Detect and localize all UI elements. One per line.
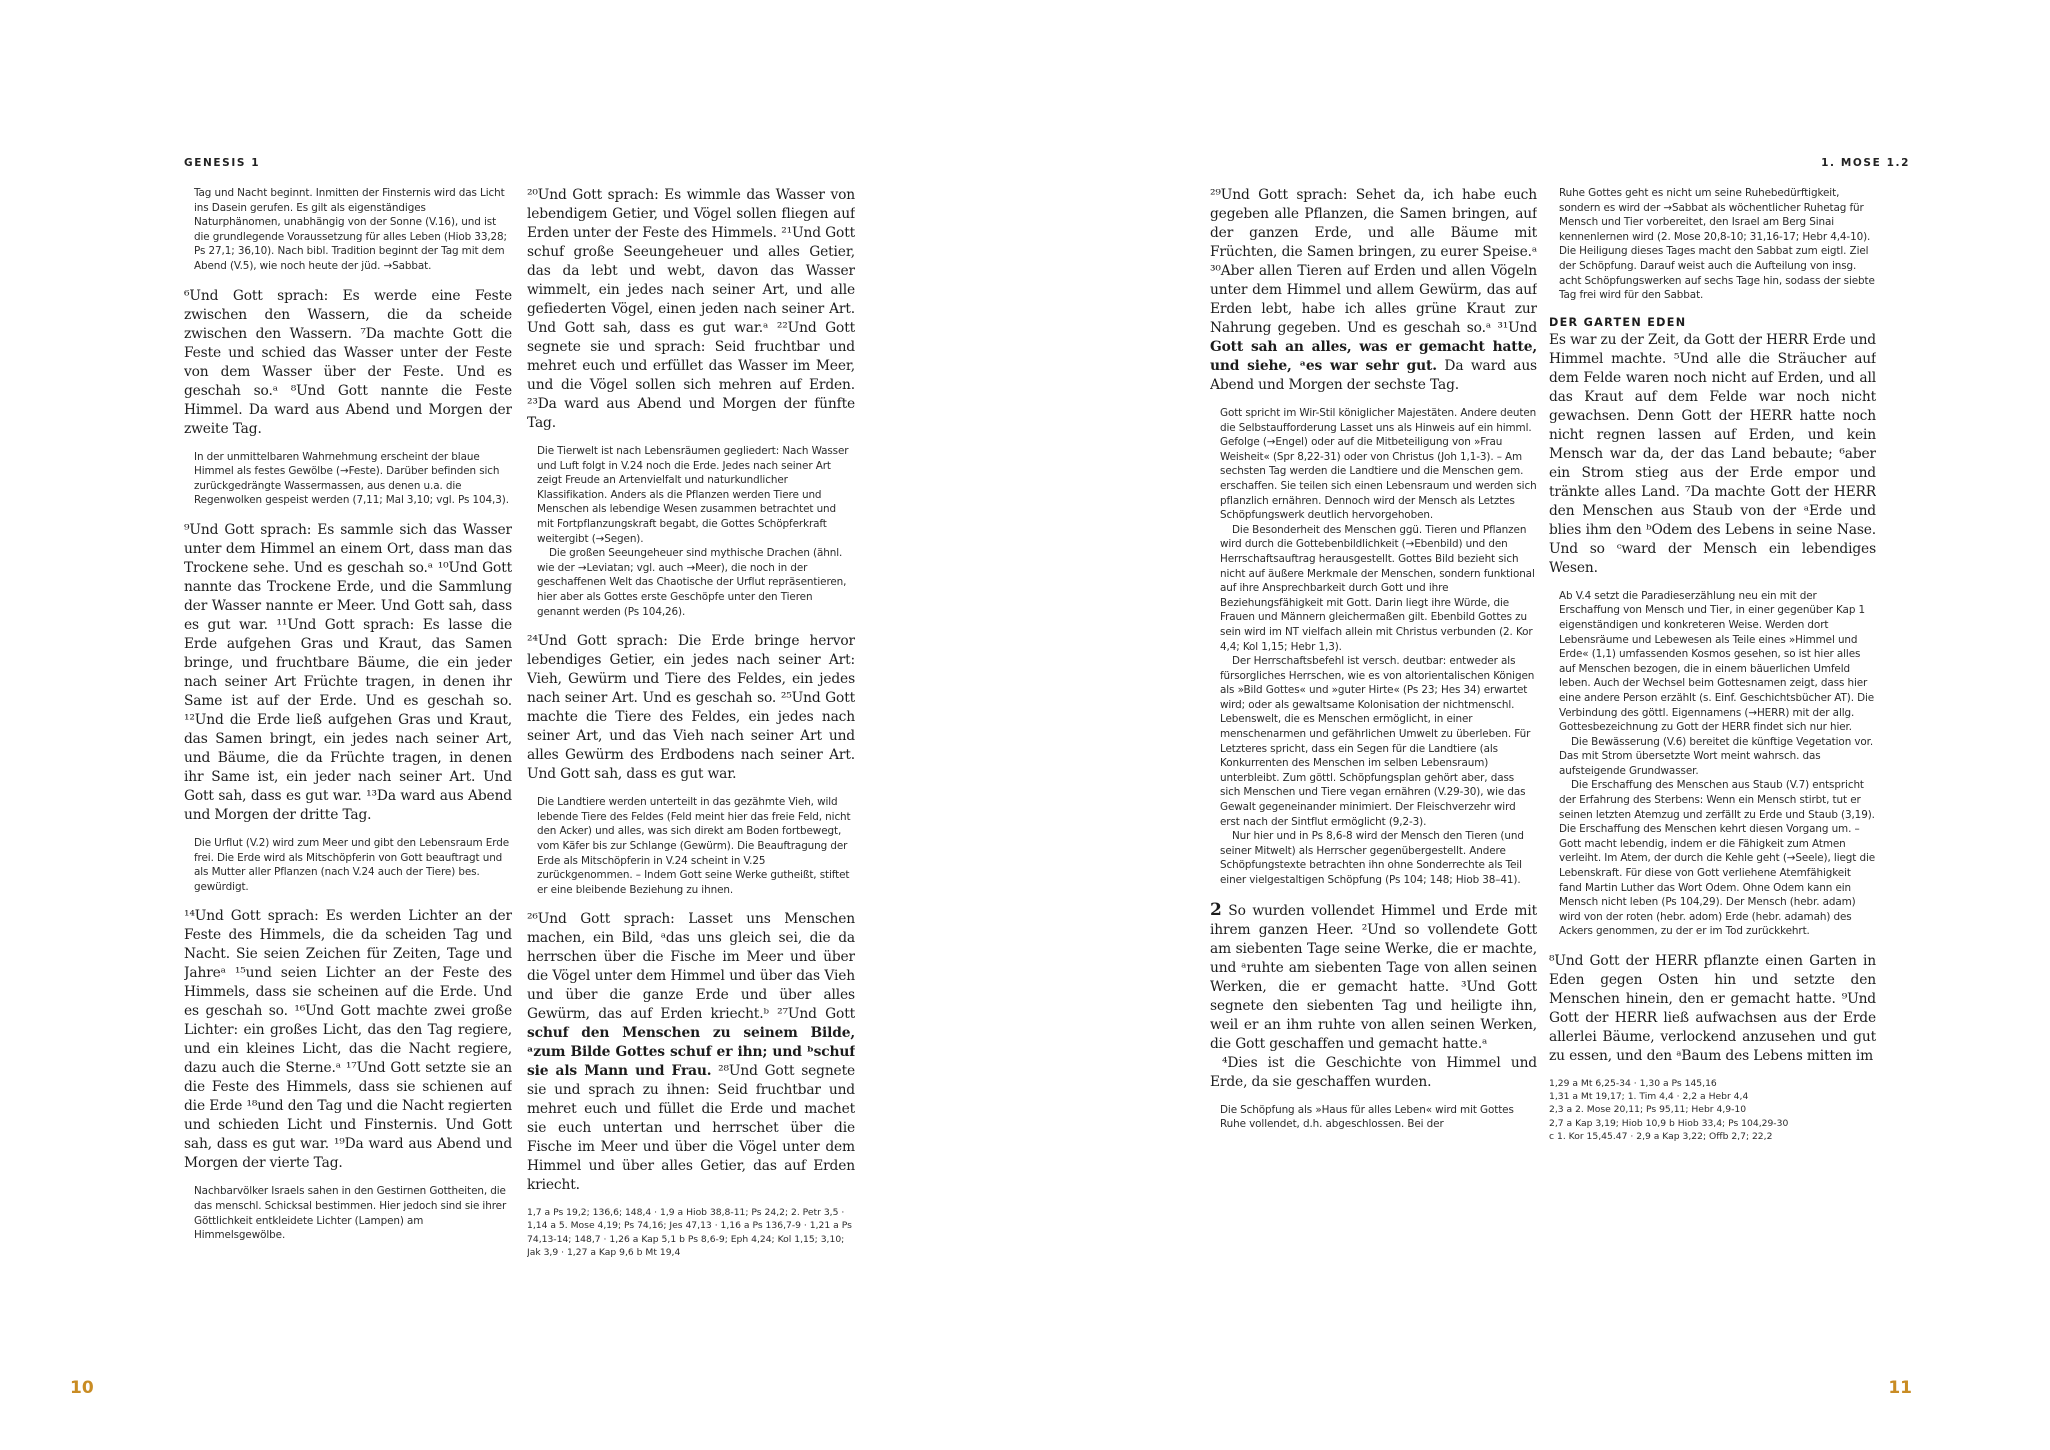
commentary-paragraph: Der Herrschaftsbefehl ist versch. deutbar: entweder als fürsorgliches Herrschen, wie es von altorientalischen Königen als »Bild Gottes« und »guter Hirte« (Ps 23; Hes 34) erwartet wird; oder als gewaltsame Kolonisation der nichtmenschl. Lebenswelt, die es Menschen ermöglicht, in einer menschenarmen und gefährlichen Umwelt zu überleben. Für Letzteres spricht, dass ein Segen für die Landtiere (als Konkurrenten des Menschen im selben Lebensraum) unterbleibt. Zum göttl. Schöpfungsplan gehört aber, dass sich Menschen und Tiere vegan ernähren (V.29-30), wie das Gewalt gegeneinander minimiert. Der Fleischverzehr wird erst nach der Sintflut ermöglicht (9,2-3). — [1220, 655, 1535, 828]
commentary-note: Ruhe Gottes geht es nicht um seine Ruhebedürftigkeit, sondern es wird der →Sabbat als wöchentlicher Ruhetag für Mensch und Tier vorbereitet, den Israel am Berg Sinai kennenlernen wird (2. Mose 20,8-10; 31,16-17; Hebr 4,4-10). Die Heiligung dieses Tages macht den Sabbat zum eigtl. Ziel der Schöpfung. Darauf weist auch die Aufteilung von insg. acht Schöpfungswerken auf sechs Tage hin, sodass der siebte Tag frei wird für den Sabbat. — [1559, 187, 1875, 302]
commentary-paragraph: Die Besonderheit des Menschen ggü. Tieren und Pflanzen wird durch die Gottebenbildlichkeit (→Ebenbild) und den Herrschaftsauftrag herausgestellt. Gottes Bild bezieht sich nicht auf äußere Merkmale der Menschen, sondern funktional auf ihre Ansprechbarkeit durch Gott und ihre Beziehungsfähigkeit mit Gott. Darin liegt ihre Würde, die Frauen und Männern gleichermaßen gilt. Ebenbild Gottes zu sein wird im NT vielfach allein mit Christus verbunden (2. Kor 4,4; Kol 1,15; Hebr 1,3). — [1220, 523, 1535, 653]
bible-passage: ⁶Und Gott sprach: Es werde eine Feste zwischen den Wassern, die da scheide zwischen den Wassern. ⁷Da machte Gott die Feste und schied das Wasser unter der Feste von dem Wasser über der Feste. Und es geschah so.ᵃ ⁸Und Gott nannte die Feste Himmel. Da ward aus Abend und Morgen der zweite Tag. — [184, 287, 512, 437]
commentary-note: In der unmittelbaren Wahrnehmung erscheint der blaue Himmel als festes Gewölbe (→Feste). Darüber befinden sich zurückgedrängte Wassermassen, aus denen u.a. die Regenwolken gespeist werden (7,11; Mal 3,10; vgl. Ps 104,3). — [194, 450, 509, 507]
bible-passage: Es war zu der Zeit, da Gott der HERR Erde und Himmel machte. ⁵Und alle die Sträucher auf dem Felde waren noch nicht auf Erden, und all das Kraut auf dem Felde war noch nicht gewachsen. Denn Gott der HERR hatte noch nicht regnen lassen auf Erden, und kein Mensch war da, der das Land bebaute; ⁶aber ein Strom stieg aus der Erde empor und tränkte alles Land. ⁷Da machte Gott der HERR den Menschen aus Staub von der ᵃErde und blies ihm den ᵇOdem des Lebens in seine Nase. Und so ᶜward der Mensch ein lebendiges Wesen. — [1549, 331, 1876, 576]
verse-text: ²⁶Und Gott sprach: Lasset uns Menschen machen, ein Bild, ᵃdas uns gleich sei, die da herrschen über die Fische im Meer und über die Vögel unter dem Himmel und über das Vieh und über die ganze Erde und über alles Gewürm, das auf Erden kriecht.ᵇ ²⁷Und Gott — [527, 911, 855, 1023]
bible-passage: ⁴Dies ist die Geschichte von Himmel und Erde, da sie geschaffen wurden. — [1210, 1054, 1537, 1090]
bible-passage: ⁹Und Gott sprach: Es sammle sich das Wasser unter dem Himmel an einem Ort, dass man das Trockene sehe. Und es geschah so.ᵃ ¹⁰Und Gott nannte das Trockene Erde, und die Sammlung der Wasser nannte er Meer. Und Gott sah, dass es gut war. ¹¹Und Gott sprach: Es lasse die Erde aufgehen Gras und Kraut, das Samen bringe, und fruchtbare Bäume, die ein jeder nach seiner Art Früchte tragen, in denen ihr Same ist auf der Erde. Und es geschah so. ¹²Und die Erde ließ aufgehen Gras und Kraut, das Samen bringt, ein jedes nach seiner Art, und Bäume, die da Früchte tragen, in denen ihr Same ist, ein jeder nach seiner Art. Und Gott sah, dass es gut war. ¹³Da ward aus Abend und Morgen der dritte Tag. — [184, 521, 512, 823]
cross-references — [1549, 1077, 1876, 1143]
right-page — [1025, 0, 2050, 1450]
right-page-column-2 — [1549, 186, 1876, 1306]
running-head-right: 1. MOSE 1.2 — [1821, 157, 1910, 169]
chapter-number: 2 — [1210, 899, 1222, 920]
commentary-paragraph: Die großen Seeungeheuer sind mythische Drachen (ähnl. wie der →Leviatan; vgl. auch →Meer), die noch in der geschaffenen Welt das Chaotische der Urflut repräsentieren, hier aber als Gottes erste Geschöpfe unter den Tieren genannt werden (Ps 104,26). — [537, 547, 847, 618]
commentary-note: Die Landtiere werden unterteilt in das gezähmte Vieh, wild lebende Tiere des Feldes (Feld meint hier das freie Feld, nicht den Acker) und alles, was sich direkt am Boden fortbewegt, vom Käfer bis zur Schlange (Gewürm). Die Beauftragung der Erde als Mitschöpferin in V.24 scheint in V.25 zurückgenommen. – Indem Gott seine Werke gutheißt, stiftet er eine bleibende Beziehung zu ihnen. — [537, 796, 851, 896]
right-page-column-1 — [1210, 186, 1537, 1306]
commentary-paragraph: Die Bewässerung (V.6) bereitet die künftige Vegetation vor. Das mit Strom übersetzte Wort meint wahrsch. das aufsteigende Grundwasser. — [1559, 735, 1874, 777]
emphasized-verse: Gott sah an alles, was er gemacht hatte, und siehe, ᵃes war sehr gut. — [1210, 339, 1537, 374]
cross-reference-line: 1,29 a Mt 6,25-34 · 1,30 a Ps 145,16 — [1549, 1078, 1717, 1089]
commentary-note: Tag und Nacht beginnt. Inmitten der Finsternis wird das Licht ins Dasein gerufen. Es gilt als eigenständiges Naturphänomen, unabhängig von der Sonne (V.16), und ist die grundlegende Voraussetzung für alles Leben (Hiob 33,28; Ps 27,1; 36,10). Nach bibl. Tradition beginnt der Tag mit dem Abend (V.5), wie noch heute der jüd. →Sabbat. — [194, 187, 507, 272]
cross-reference-line: c 1. Kor 15,45.47 · 2,9 a Kap 3,22; Offb 2,7; 22,2 — [1549, 1130, 1773, 1142]
commentary-note — [1220, 406, 1537, 888]
left-page-column-1 — [184, 186, 512, 1306]
commentary-note — [537, 444, 855, 619]
commentary-paragraph: Gott spricht im Wir-Stil königlicher Majestäten. Andere deuten die Selbstaufforderung Lasset uns als Hinweis auf ein himml. Gefolge (→Engel) oder auf die Mitbeteiligung von »Frau Weisheit« (Spr 8,22-31) oder von Christus (Joh 1,1-3). – Am sechsten Tag werden die Landtiere und die Menschen gem. erschaffen. Sie teilen sich einen Lebensraum und werden sich pflanzlich ernähren. Dennoch wird der Mensch als Letztes Schöpfungswerk deutlich hervorgehoben. — [1220, 407, 1537, 522]
verse-text: ²⁸Und Gott segnete sie und sprach zu ihnen: Seid fruchtbar und mehret euch und füllet die Erde und machet sie euch untertan und herrschet über die Fische im Meer und über die Vögel unter dem Himmel und über alles Getier, das auf Erden kriecht. — [527, 1063, 855, 1194]
commentary-note — [1559, 589, 1876, 939]
bible-passage: ¹⁴Und Gott sprach: Es werden Lichter an der Feste des Himmels, die da scheiden Tag und Nacht. Sie seien Zeichen für Zeiten, Tage und Jahreᵃ ¹⁵und seien Lichter an der Feste des Himmels, dass sie scheinen auf die Erde. Und es geschah so. ¹⁶Und Gott machte zwei große Lichter: ein großes Licht, das den Tag regiere, und ein kleines Licht, das die Nacht regiere, dazu auch die Sterne.ᵃ ¹⁷Und Gott setzte sie an die Feste des Himmels, dass sie schienen auf die Erde ¹⁸und den Tag und die Nacht regierten und schieden Licht und Finsternis. Und Gott sah, dass es gut war. ¹⁹Da ward aus Abend und Morgen der vierte Tag. — [184, 908, 512, 1172]
commentary-paragraph: Ab V.4 setzt die Paradieserzählung neu ein mit der Erschaffung von Mensch und Tier, in einer gegenüber Kap 1 eigenständigen und konkreteren Weise. Werden dort Lebensräume und Lebewesen als Teile eines »Himmel und Erde« (1,1) umfassenden Kosmos gesehen, so ist hier alles auf Menschen bezogen, die in einem bäuerlichen Umfeld leben. Auch der Wechsel beim Gottesnamen zeigt, dass hier eine andere Person erzählt (s. Einf. Geschichtsbücher AT). Die Verbindung des göttl. Eigennamens (→HERR) mit der allg. Gottesbezeichnung zu Gott der HERR findet sich nur hier. — [1559, 589, 1875, 734]
bible-passage: ⁸Und Gott der HERR pflanzte einen Garten in Eden gegen Osten hin und setzte den Menschen hinein, den er gemacht hatte. ⁹Und Gott der HERR ließ aufwachsen aus der Erde allerlei Bäume, verlockend anzusehen und gut zu essen, und den ᵃBaum des Lebens mitten im — [1549, 953, 1876, 1064]
cross-reference-line: 2,7 a Kap 3,19; Hiob 10,9 b Hiob 33,4; Ps 104,29-30 — [1549, 1117, 1789, 1129]
cross-reference-line: 1,31 a Mt 19,17; 1. Tim 4,4 · 2,2 a Hebr 4,4 — [1549, 1091, 1749, 1103]
commentary-paragraph: Die Tierwelt ist nach Lebensräumen gegliedert: Nach Wasser und Luft folgt in V.24 noch die Erde. Jedes nach seiner Art zeigt Freude an Artenvielfalt und naturkundlicher Klassifikation. Anders als die Pflanzen werden Tiere und Menschen als lebendige Wesen zusammen betrachtet und mit Fortpflanzungskraft begabt, die Gottes Schöpferkraft weitergibt (→Segen). — [537, 445, 849, 545]
section-heading: DER GARTEN EDEN — [1549, 315, 1687, 329]
verse-text: So wurden vollendet Himmel und Erde mit ihrem ganzen Heer. ²Und so vollendete Gott am siebenten Tage seine Werke, die er machte, und ᵃruhte am siebenten Tage von allen seinen Werken, die er gemacht hatte. ³Und Gott segnete den siebenten Tag und heiligte ihn, weil er an ihm ruhte von allen seinen Werken, die Gott geschaffen und gemacht hatte.ᵃ — [1210, 902, 1537, 1052]
commentary-note: Nachbarvölker Israels sahen in den Gestirnen Gottheiten, die das menschl. Schicksal bestimmen. Hier jedoch sind sie ihrer Göttlichkeit entkleidete Lichter (Lampen) am Himmelsgewölbe. — [194, 1185, 507, 1242]
bible-passage: ²⁰Und Gott sprach: Es wimmle das Wasser von lebendigem Getier, und Vögel sollen fliegen auf Erden unter der Feste des Himmels. ²¹Und Gott schuf große Seeungeheuer und alles Getier, das da lebt und webt, davon das Wasser wimmelt, ein jedes nach seiner Art, und alle gefiederten Vögel, einen jeden nach seiner Art. Und Gott sah, dass es gut war.ᵃ ²²Und Gott segnete sie und sprach: Seid fruchtbar und mehret euch und erfüllet das Wasser im Meer, und die Vögel sollen sich mehren auf Erden. ²³Da ward aus Abend und Morgen der fünfte Tag. — [527, 187, 855, 431]
page-number-right: 11 — [1888, 1378, 1912, 1398]
commentary-note: Die Urflut (V.2) wird zum Meer und gibt den Lebensraum Erde frei. Die Erde wird als Mitschöpferin von Gott beauftragt und als Mutter aller Pflanzen (nach V.24 auch der Tiere) bes. gewürdigt. — [194, 836, 510, 893]
cross-references: 1,7 a Ps 19,2; 136,6; 148,4 · 1,9 a Hiob 38,8-11; Ps 24,2; 2. Petr 3,5 · 1,14 a 5. Mose 4,19; Ps 74,16; Jes 47,13 · 1,16 a Ps 136,7-9 · 1,21 a Ps 74,13-14; 148,7 · 1,26 a Kap 5,1 b Ps 8,6-9; Eph 4,24; Kol 1,15; 3,10; Jak 3,9 · 1,27 a Kap 9,6 b Mt 19,4 — [527, 1207, 852, 1258]
cross-reference-line: 2,3 a 2. Mose 20,11; Ps 95,11; Hebr 4,9-10 — [1549, 1104, 1747, 1116]
chapter-start — [1210, 901, 1537, 1054]
page-number-left: 10 — [70, 1378, 94, 1398]
left-page-column-2 — [527, 186, 855, 1306]
verse-text: Da ward aus Abend und Morgen der sechste Tag. — [1210, 358, 1537, 393]
emphasized-verse: schuf den Menschen zu seinem Bilde, ᵃzum Bilde Gottes schuf er ihn; und ᵇschuf sie als Mann und Frau. — [527, 1025, 855, 1080]
running-head-left: GENESIS 1 — [184, 157, 261, 169]
verse-text: ²⁹Und Gott sprach: Sehet da, ich habe euch gegeben alle Pflanzen, die Samen bringen, auf der ganzen Erde, und alle Bäume mit Früchten, die Samen bringen, zu eurer Speise.ᵃ ³⁰Aber allen Tieren auf Erden und allen Vögeln unter dem Himmel und allem Gewürm, das auf Erden lebt, habe ich alles grüne Kraut zur Nahrung gegeben. Und es geschah so.ᵃ ³¹Und — [1210, 187, 1537, 336]
commentary-note: Die Schöpfung als »Haus für alles Leben« wird mit Gottes Ruhe vollendet, d.h. abgeschlossen. Bei der — [1220, 1103, 1514, 1131]
commentary-paragraph: Die Erschaffung des Menschen aus Staub (V.7) entspricht der Erfahrung des Sterbens: Wenn ein Mensch stirbt, tut er seinen letzten Atemzug und zerfällt zu Erde und Staub (3,19). Die Erschaffung des Menschen kehrt diesen Vorgang um. – Gott macht lebendig, indem er die Fähigkeit zum Atmen verleiht. Im Atem, der durch die Kehle geht (→Seele), liegt die Lebenskraft. Für diese von Gott verliehene Atemfähigkeit fand Martin Luther das Wort Odem. Ohne Odem kann ein Mensch nicht leben (Ps 104,29). Der Mensch (hebr. adam) wird von der roten (hebr. adom) Erde (hebr. adamah) des Ackers genommen, zu der er im Tod zurückkehrt. — [1559, 779, 1876, 938]
bible-passage — [527, 910, 855, 1195]
bible-passage: ²⁴Und Gott sprach: Die Erde bringe hervor lebendiges Getier, ein jedes nach seiner Art: Vieh, Gewürm und Tiere des Feldes, ein jedes nach seiner Art. Und es geschah so. ²⁵Und Gott machte die Tiere des Feldes, ein jedes nach seiner Art, und das Vieh nach seiner Art und alles Gewürm des Erdbodens nach seiner Art. Und Gott sah, dass es gut war. — [527, 633, 855, 783]
commentary-paragraph: Nur hier und in Ps 8,6-8 wird der Mensch den Tieren (und seiner Mitwelt) als Herrscher gegenübergestellt. Andere Schöpfungstexte betrachten ihn ohne Sonderrechte als Teil einer vielgestaltigen Schöpfung (Ps 104; 148; Hiob 38–41). — [1220, 830, 1524, 886]
bible-passage — [1210, 186, 1537, 395]
